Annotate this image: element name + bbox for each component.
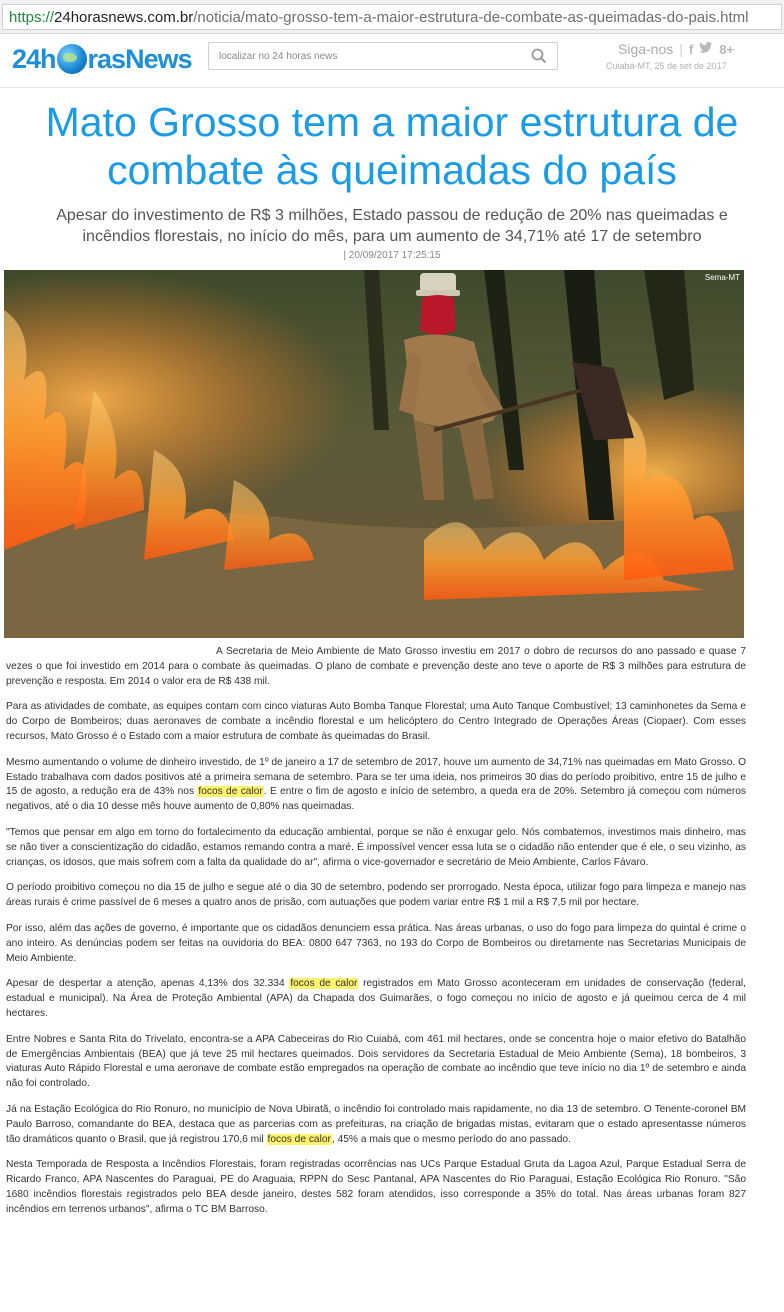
url-host: 24horasnews.com.br (54, 8, 194, 26)
follow-separator: | (679, 41, 683, 57)
url-path: /noticia/mato-grosso-tem-a-maior-estrutura-de-combate-as-queimadas-do-pais.html (193, 8, 749, 26)
article-paragraph (6, 1103, 746, 1147)
search-input[interactable] (209, 43, 509, 69)
wildfire-scene-illustration (4, 270, 744, 638)
browser-address-bar (0, 0, 784, 34)
article-paragraph (6, 977, 746, 1021)
site-header (0, 34, 784, 88)
article-paragraph: Nesta Temporada de Resposta a Incêndios Florestais, foram registradas ocorrências nas UCs Parque Estadual Gruta da Lagoa Azul, Parque Estadual Serra de Ricardo Franco, APA Nascentes do Paraguai, PE do Araguaia, RPPN do Sesc Pantanal, APA Nascentes do Rio Paraguai, Estação Ecológica Rio Ronuro. "São 1680 incêndios florestais registrados pelo BEA desde janeiro, destes 582 foram atendidos, isso corresponde a 35% do total. Nas áreas urbanas foram 827 incêndios em terrenos urbanos", afirma o TC BM Barroso. (6, 1159, 746, 1215)
article-paragraph: Para as atividades de combate, as equipes contam com cinco viaturas Auto Bomba Tanque Florestal; uma Auto Tanque Combustível; 13 caminhonetes da Sema e do Corpo de Bombeiros; duas aeronaves de combate a incêndio florestal e um helicóptero do Centro Integrado de Operações Áreas (Ciopaer). Com esses recursos, Mato Grosso é o Estado com a maior estrutura de combate às queimadas do Brasil. (6, 701, 746, 742)
article-timestamp: | 20/09/2017 17:25:15 (343, 250, 441, 261)
paragraph-text: registrados em Mato Grosso aconteceram em unidades de conservação (federal, estadual e municipal). Na Área de Proteção Ambiental (APA) da Chapada dos Guimarães, o fogo começou no início de agosto e já queimou cerca de 4 mil hectares. (6, 978, 746, 1019)
google-plus-icon[interactable]: 8+ (719, 41, 735, 57)
article-paragraph: O período proibitivo começou no dia 15 de julho e segue até o dia 30 de setembro, podendo ser prorrogado. Nesta época, utilizar fogo para limpeza e manejo nas áreas rurais é crime passível de 6 meses a quatro anos de prisão, com autuações que podem variar entre R$ 1 mil a R$ 7,5 mil por hectare. (6, 882, 746, 909)
url-field[interactable] (2, 4, 782, 30)
article-paragraph (6, 756, 746, 815)
logo-text-end: rasNews (87, 43, 192, 74)
article-paragraph: Entre Nobres e Santa Rita do Trivelato, encontra-se a APA Cabeceiras do Rio Cuiabá, com 461 mil hectares, onde se concentra hoje o maior efetivo do Batalhão de Emergências Ambientais (BEA) que já teve 25 mil hectares queimados. Dois servidores da Secretaria Estadual de Meio Ambiente (Sema), 18 bombeiros, 3 viaturas Auto Rápido Florestal e uma aeronave de combate estão empregados na operação de combate ao incêndio que teve início no dia 1º de setembro e ainda não foi controlado. (6, 1033, 746, 1090)
follow-label: Siga-nos (618, 41, 674, 57)
article-title: Mato Grosso tem a maior estrutura de combate às queimadas do país (45, 99, 739, 193)
article-subtitle: Apesar do investimento de R$ 3 milhões, Estado passou de redução de 20% nas queimadas e incêndios florestais, no início do mês, para um aumento de 34,71% até 17 de setembro (56, 207, 728, 245)
article-quote: "Temos que pensar em algo em torno do fortalecimento da educação ambiental, porque se não é enxugar gelo. Nós combatemos, investimos mais dinheiro, mas se não tiver a conscientização do cidadão, estamos remando contra a maré. É impossível vencer essa luta se o cidadão não entender que é ele, o seu vizinho, as crianças, os idosos, que mais sofrem com a falta da qualidade do ar", afirma o vice-governador e secretário de Meio Ambiente, Carlos Fávaro. (6, 826, 746, 868)
url-scheme: https:// (9, 8, 55, 26)
article-paragraph: Por isso, além das ações de governo, é importante que os cidadãos denunciem essa prática. Nas áreas urbanas, o uso do fogo para limpeza do quintal é crime o ano inteiro. As denúncias podem ser feitas na ouvidoria do BEA: 0800 647 7363, no 193 do Corpo de Bombeiros ou diretamente nas Secretarias Municipais de Meio Ambiente. (6, 922, 746, 964)
paragraph-text: Mesmo aumentando o volume de dinheiro investido, de 1º de janeiro a 17 de setembro de 2017, houve um aumento de 34,71% nas queimadas em Mato Grosso. O Estado trabalhava com dados positivos até a primeira semana de setembro. Para se ter uma ideia, nos primeiros 30 dias do período proibitivo, entre 15 de julho e 15 de agosto, a redução era de 43% nos (6, 756, 746, 798)
logo-text-start: 24h (12, 43, 56, 74)
paragraph-text: Apesar de despertar a atenção, apenas 4,13% dos 32.334 (6, 978, 290, 990)
globe-icon (57, 44, 87, 74)
search-icon[interactable] (531, 48, 547, 68)
facebook-icon[interactable]: f (688, 41, 694, 57)
paragraph-text: . E entre o fim de agosto e início de setembro, a queda era de 20%. Setembro já começou com números negativos, até o dia 10 desse mês houve aumento de 0,80% nas queimadas. (6, 786, 746, 813)
article-body (6, 645, 746, 1229)
dateline: Cuiabá-MT, 25 de set de 2017 (606, 61, 727, 71)
site-logo[interactable] (12, 42, 192, 76)
highlighted-term: focos de calor (290, 978, 358, 990)
highlighted-term: focos de calor (198, 786, 263, 798)
highlighted-term: focos de calor (267, 1133, 331, 1145)
twitter-icon[interactable] (699, 42, 713, 57)
article-photo (4, 270, 744, 638)
photo-credit: Sema-MT (704, 273, 740, 282)
follow-bar (618, 41, 734, 57)
paragraph-text: Já na Estação Ecológica do Rio Ronuro, no município de Nova Ubiratã, o incêndio foi controlado mais rapidamente, no dia 13 de setembro. O Tenente-coronel BM Paulo Barroso, comandante do BEA, destaca que as parcerias com as prefeituras, na criação de brigadas mistas, evitaram que o estado apresentasse números tão dramáticos quanto o Brasil, que já registrou 170,6 mil (6, 1103, 746, 1145)
paragraph-text: , 45% a mais que o mesmo período do ano passado. (331, 1133, 571, 1145)
article-paragraph: A Secretaria de Meio Ambiente de Mato Grosso investiu em 2017 o dobro de recursos do ano passado e quase 7 vezes o que foi investido em 2014 para o combate às queimadas. O plano de combate e prevenção deste ano teve o aporte de R$ 3 milhões para estrutura de prevenção e resposta. Em 2014 o valor era de R$ 438 mil. (6, 646, 746, 687)
search-box (208, 42, 558, 70)
